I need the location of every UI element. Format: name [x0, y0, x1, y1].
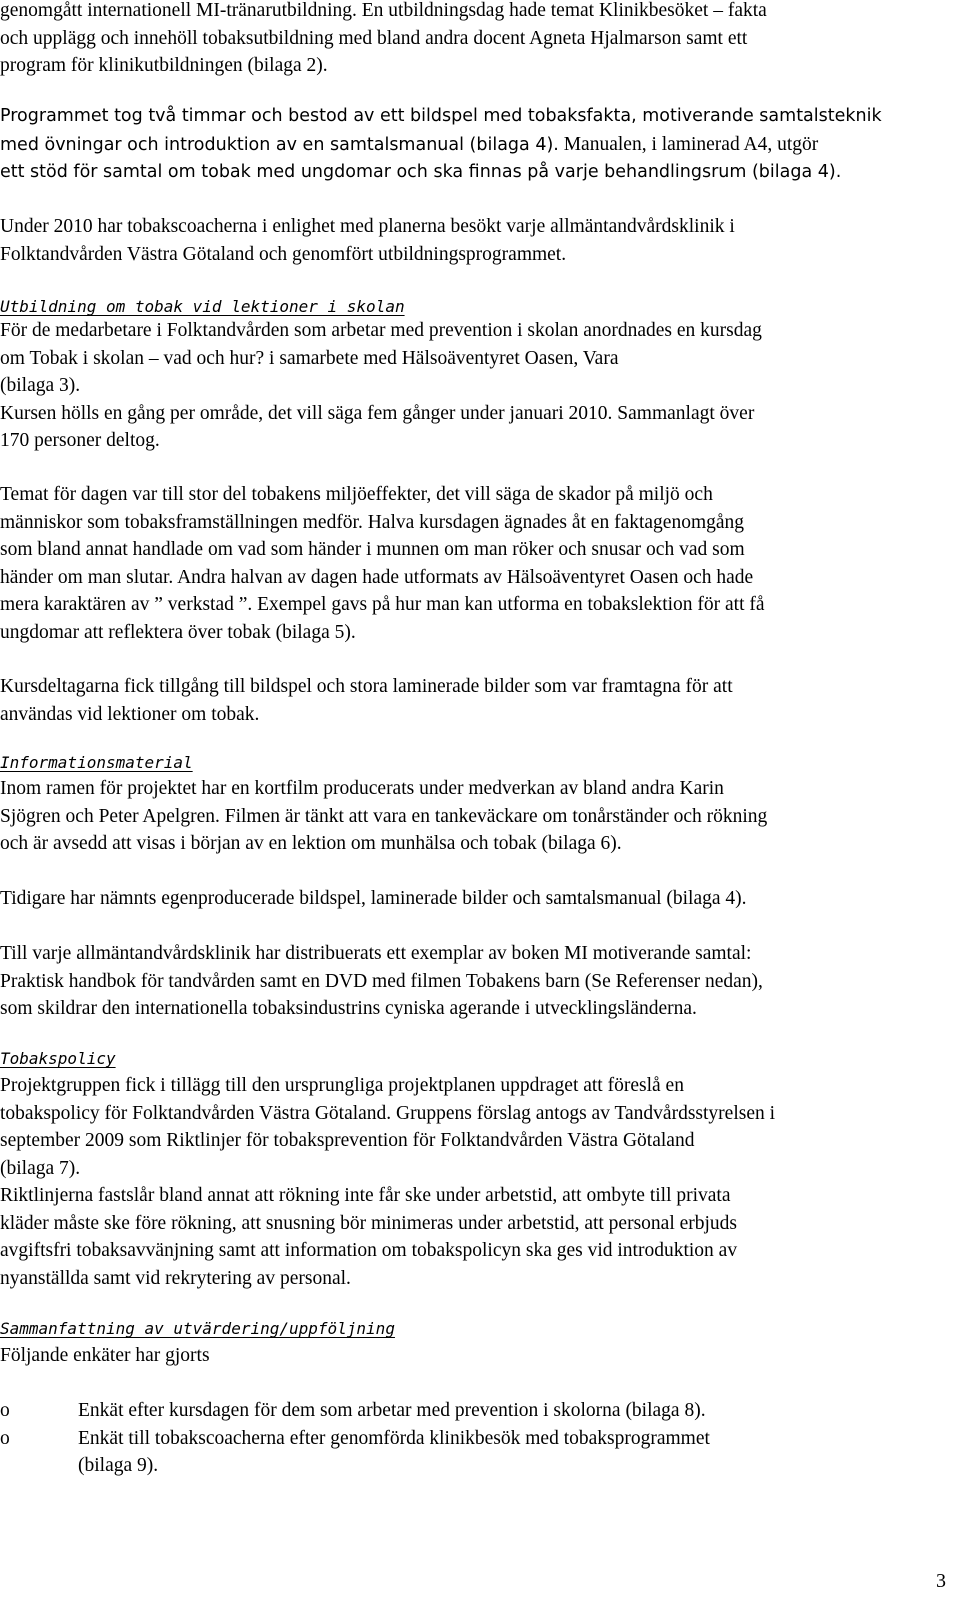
school-paragraph-3 — [0, 673, 945, 728]
bullet-circle-icon: o — [0, 1400, 10, 1421]
evaluation-list — [0, 1397, 710, 1480]
text-line: som skildrar den internationella tobaksindustrins cyniska agerande i utvecklingsländerna. — [0, 998, 697, 1019]
text-line: ungdomar att reflektera över tobak (bilaga 5). — [0, 621, 356, 643]
text-line: Sjögren och Peter Apelgren. Filmen är tänkt att vara en tankeväckare om tonårständer och rökning — [0, 805, 768, 827]
text-line: september 2009 som Riktlinjer för tobaksprevention för Folktandvården Västra Götaland — [0, 1130, 695, 1151]
text-line: För de medarbetare i Folktandvården som arbetar med prevention i skolan anordnades en kursdag — [0, 320, 762, 341]
text-line: (bilaga 7). — [0, 1157, 81, 1179]
section-heading-policy: Tobakspolicy — [0, 1049, 116, 1068]
text-line: som bland annat handlade om vad som händer i munnen om man röker och snusar och vad som — [0, 539, 745, 560]
text-line: nyanställda samt vid rekrytering av personal. — [0, 1267, 351, 1289]
section-heading-evaluation: Sammanfattning av utvärdering/uppföljning — [0, 1319, 395, 1338]
section-heading-school: Utbildning om tobak vid lektioner i skolan — [0, 297, 405, 316]
text-line: 170 personer deltog. — [0, 430, 160, 451]
text-line: ett stöd för samtal om tobak med ungdomar och ska finnas på varje behandlingsrum (bilaga 4). — [0, 162, 842, 182]
info-paragraph-1 — [0, 775, 945, 858]
text-line: och upplägg och innehöll tobaksutbildning med bland andra docent Agneta Hjalmarson samt ett — [0, 27, 748, 49]
text-line — [0, 131, 945, 160]
text-line: avgiftsfri tobaksavvänjning samt att information om tobakspolicyn ska ges vid introduktion av — [0, 1240, 738, 1261]
text-segment: med övningar och introduktion av en samtalsmanual (bilaga 4). — [0, 134, 559, 155]
intro-paragraph — [0, 0, 945, 80]
text-line: Projektgruppen fick i tillägg till den ursprungliga projektplanen uppdraget att föreslå en — [0, 1075, 684, 1096]
text-line: användas vid lektioner om tobak. — [0, 703, 260, 725]
text-line: händer om man slutar. Andra halvan av dagen hade utformats av Hälsoäventyret Oasen och hade — [0, 566, 754, 588]
info-paragraph-2 — [0, 885, 945, 913]
bullet-circle-icon: o — [0, 1427, 10, 1449]
info-paragraph-3 — [0, 940, 945, 1023]
evaluation-intro — [0, 1342, 945, 1370]
text-line: (bilaga 9). — [78, 1455, 159, 1476]
text-line: Temat för dagen var till stor del tobakens miljöeffekter, det vill säga de skador på miljö och — [0, 484, 713, 505]
page-number: 3 — [936, 1569, 946, 1592]
text-line: Tidigare har nämnts egenproducerade bildspel, laminerade bilder och samtalsmanual (bilaga 4). — [0, 888, 747, 909]
text-line: Inom ramen för projektet har en kortfilm producerats under medverkan av bland andra Karin — [0, 778, 724, 799]
text-line: och är avsedd att visas i början av en lektion om munhälsa och tobak (bilaga 6). — [0, 833, 622, 854]
school-paragraph-2 — [0, 481, 945, 646]
policy-paragraph-1 — [0, 1072, 945, 1182]
text-line: Programmet tog två timmar och bestod av ett bildspel med tobaksfakta, motiverande samtalsteknik — [0, 106, 882, 126]
text-line: tobakspolicy för Folktandvården Västra Götaland. Gruppens förslag antogs av Tandvårdsstyrelsen i — [0, 1102, 776, 1124]
text-line: Kursen hölls en gång per område, det vill säga fem gånger under januari 2010. Sammanlagt över — [0, 402, 755, 424]
school-paragraph-1 — [0, 317, 945, 455]
text-line: Folktandvården Västra Götaland och genomfört utbildningsprogrammet. — [0, 243, 567, 265]
text-line: mera karaktären av ” verkstad ”. Exempel gavs på hur man kan utforma en tobakslektion för att få — [0, 594, 765, 615]
section-heading-info: Informationsmaterial — [0, 753, 193, 772]
text-line: Följande enkäter har gjorts — [0, 1345, 210, 1366]
text-line: program för klinikutbildningen (bilaga 2). — [0, 55, 328, 76]
list-item — [0, 1425, 710, 1480]
program-paragraph — [0, 103, 945, 187]
text-line: om Tobak i skolan – vad och hur? i samarbete med Hälsoäventyret Oasen, Vara — [0, 347, 619, 369]
text-line: kläder måste ske före rökning, att snusning bör minimeras under arbetstid, att personal erbjuds — [0, 1212, 738, 1234]
list-item — [0, 1397, 710, 1425]
text-line: Enkät efter kursdagen för dem som arbetar med prevention i skolorna (bilaga 8). — [78, 1400, 706, 1421]
text-line: Praktisk handbok för tandvården samt en DVD med filmen Tobakens barn (Se Referenser nedan), — [0, 970, 763, 992]
text-line: Till varje allmäntandvårdsklinik har distribuerats ett exemplar av boken MI motiverande samtal: — [0, 943, 752, 964]
text-line: Under 2010 har tobakscoacherna i enlighet med planerna besökt varje allmäntandvårdsklinik i — [0, 216, 735, 237]
text-segment: Manualen, i laminerad A4, utgör — [558, 133, 819, 155]
coach-visits-paragraph — [0, 213, 945, 268]
policy-paragraph-2 — [0, 1182, 945, 1292]
text-line: Enkät till tobakscoacherna efter genomförda klinikbesök med tobaksprogrammet — [78, 1427, 710, 1449]
text-line: Riktlinjerna fastslår bland annat att rökning inte får ske under arbetstid, att ombyte till privata — [0, 1185, 731, 1206]
text-line: människor som tobaksframställningen medför. Halva kursdagen ägnades åt en faktagenomgång — [0, 511, 745, 533]
text-line: (bilaga 3). — [0, 375, 81, 396]
text-line: Kursdeltagarna fick tillgång till bildspel och stora laminerade bilder som var framtagna för att — [0, 676, 733, 697]
text-line: genomgått internationell MI-tränarutbildning. En utbildningsdag hade temat Klinikbesöket – fakta — [0, 0, 767, 21]
